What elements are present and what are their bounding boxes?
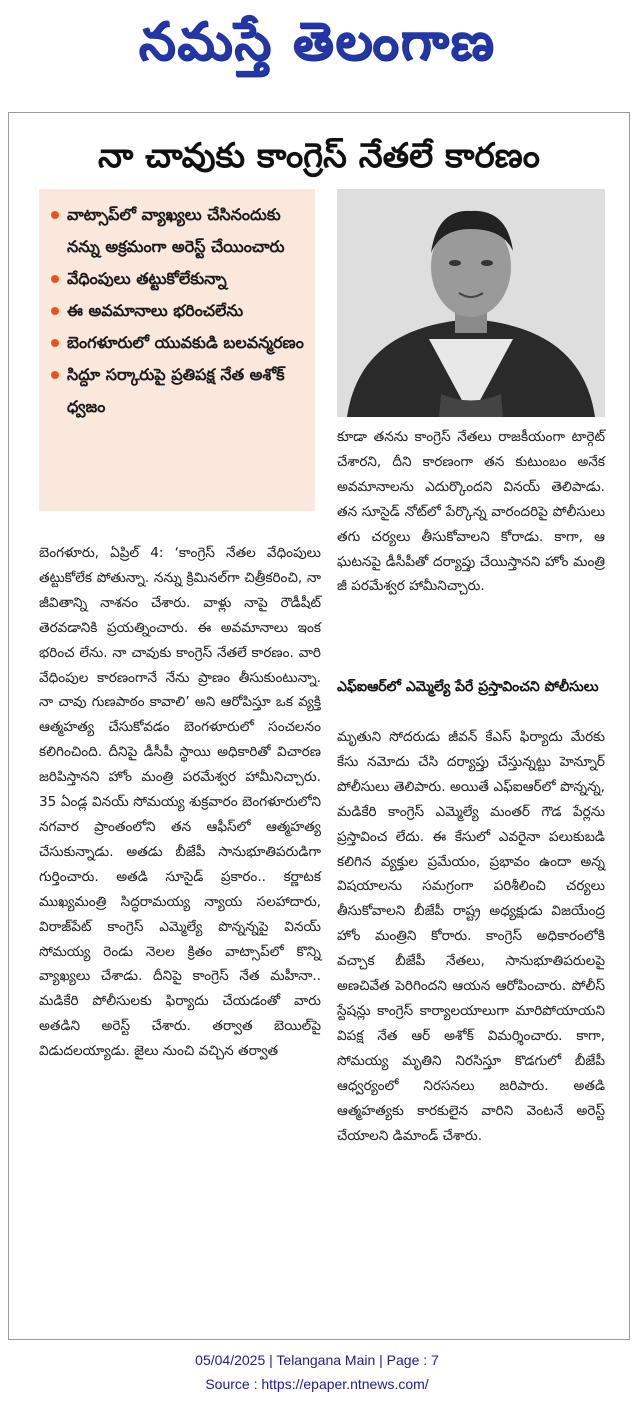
article-headline: నా చావుకు కాంగ్రెస్ నేతలే కారణం bbox=[98, 136, 540, 176]
person-photo bbox=[337, 189, 605, 417]
highlight-text: ఈ అవమానాలు భరించలేను bbox=[67, 301, 244, 320]
highlights-box bbox=[39, 189, 315, 511]
article-subheading: ఎఫ్ఐఆర్‌లో ఎమ్మెల్యే పేరే ప్రస్తావించని పోలీసులు bbox=[337, 679, 599, 695]
masthead bbox=[0, 0, 634, 100]
highlight-item bbox=[39, 327, 315, 359]
highlight-text: బెంగళూరులో యువకుడి బలవన్మరణం bbox=[67, 333, 304, 352]
bullet-icon bbox=[51, 339, 59, 347]
source-link[interactable]: Source : https://epaper.ntnews.com/ bbox=[205, 1376, 429, 1392]
page-footer bbox=[0, 1348, 634, 1396]
highlight-item bbox=[39, 295, 315, 327]
body-paragraph: కూడా తనను కాంగ్రెస్ నేతలు రాజకీయంగా టార్గెట్ చేశారని, దీని కారణంగా తన కుటుంబం అనేక అవమానాలను ఎదుర్కొందని వినయ్ తెలిపాడు. తన సూసైడ్ నోట్‌లో పేర్కొన్న వారందరిపై పోలీసులు తగు చర్యలు తీసుకోవాలని కోరాడు. కాగా, ఆ ఘటనపై డీసీపీతో దర్యాప్తు చేయిస్తానని హోం మంత్రి జీ పరమేశ్వర హామీనిచ్చారు. bbox=[337, 429, 605, 595]
highlight-text: సిద్దూ సర్కారుపై ప్రతిపక్ష నేత అశోక్ ధ్వజం bbox=[67, 365, 285, 416]
highlight-text: వేధింపులు తట్టుకోలేకున్నా bbox=[67, 269, 227, 288]
newspaper-title: నమస్తే తెలంగాణ bbox=[138, 11, 496, 72]
body-paragraph: మృతుని సోదరుడు జీవన్ కేఎస్ ఫిర్యాదు మేరకు కేసు నమోదు చేసి దర్యాప్తు చేస్తున్నట్టు హెన్నూర్ పోలీసులు తెలిపారు. అయితే ఎఫ్ఐఆర్‌లో పొన్నన్న, మడికేరి కాంగ్రెస్ ఎమ్మెల్యే మంతర్ గౌడ పేర్లను ప్రస్తావించ లేదు. ఈ కేసులో ఎవరైనా పలుకుబడి కలిగిన వ్యక్తుల ప్రమేయం, ప్రభావం ఉందా అన్న విషయాలను సమగ్రంగా పరిశీలించి చర్యలు తీసుకోవాలని బీజేపీ రాష్ట్ర అధ్యక్షుడు విజయేంద్ర హోం మంత్రిని కోరారు. కాంగ్రెస్ అధికారంలోకి వచ్చాక బీజేపీ నేతలు, సానుభూతిపరులపై అణచివేత పెరిగిందని ఆయన ఆరోపించారు. పోలీస్ స్టేషన్లు కాంగ్రెస్ కార్యాలయాలుగా మారిపోయాయని విపక్ష నేత ఆర్ అశోక్ విమర్శించారు. కాగా, సోమయ్య మృతిని నిరసిస్తూ కొడగులో బీజేపీ ఆధ్వర్యంలో నిరసనలు జరిపారు. అతడి ఆత్మహత్యకు కారకులైన వారిని వెంటనే అరెస్ట్ చేయాలని డిమాండ్ చేశారు. bbox=[337, 729, 605, 1144]
bullet-icon bbox=[51, 307, 59, 315]
article-body-left bbox=[39, 541, 321, 1064]
highlight-item bbox=[39, 199, 315, 263]
bullet-icon bbox=[51, 211, 59, 219]
article-body-right-bottom bbox=[337, 725, 605, 1148]
news-article bbox=[8, 112, 630, 1340]
edition-info: 05/04/2025 | Telangana Main | Page : 7 bbox=[195, 1352, 439, 1368]
highlight-text: వాట్సాప్‌లో వ్యాఖ్యలు చేసినందుకు నన్ను అక్రమంగా అరెస్ట్ చేయించారు bbox=[67, 205, 285, 256]
highlight-item bbox=[39, 263, 315, 295]
article-body-right-top bbox=[337, 425, 605, 599]
bullet-icon bbox=[51, 371, 59, 379]
bullet-icon bbox=[51, 275, 59, 283]
body-paragraph: బెంగళూరు, ఏప్రిల్ 4: ‘కాంగ్రెస్ నేతల వేధింపులు తట్టుకోలేక పోతున్నా. నన్ను క్రిమినల్‌గా చిత్రీకరించి, నా జీవితాన్ని నాశనం చేశారు. వాళ్లు నాపై రౌడీషీట్ తెరవడానికి ప్రయత్నించారు. ఈ అవమానాలు ఇంక భరించ లేను. నా చావుకు కాంగ్రెస్ నేతలే కారణం. వారి వేధింపుల కారణంగానే నేను ప్రాణం తీసుకుంటున్నా. నా చావు గుణపాఠం కావాలి’ అని ఆరోపిస్తూ ఒక వ్యక్తి ఆత్మహత్య చేసుకోవడం బెంగళూరులో సంచలనం కలిగించింది. దీనిపై డీసీపీ స్థాయి అధికారితో విచారణ జరిపిస్తానని హోం మంత్రి పరమేశ్వర హామీనిచ్చారు. 35 ఏండ్ల వినయ్ సోమయ్య శుక్రవారం బెంగళూరులోని నగవార ప్రాంతంలోని తన ఆఫీస్‌లో ఆత్మహత్య చేసుకున్నాడు. అతడు బీజేపీ సానుభూతిపరుడిగా గుర్తించారు. అతడి సూసైడ్ ప్రకారం.. కర్ణాటక ముఖ్యమంత్రి సిద్ధరామయ్య న్యాయ సలహాదారు, విరాజ్‌పేట్ కాంగ్రెస్ ఎమ్మెల్యే పొన్నన్నపై వినయ్ సోమయ్య రెండు నెలల క్రితం వాట్సాప్‌లో కొన్ని వ్యాఖ్యలు చేశాడు. దీనిపై కాంగ్రెస్ నేత మహీనా.. మడికేరి పోలీసులకు ఫిర్యాదు చేయడంతో వారు అతడిని అరెస్ట్ చేశారు. తర్వాత బెయిల్‌పై విడుదలయ్యాడు. జైలు నుంచి వచ్చిన తర్వాత bbox=[39, 545, 321, 1060]
highlight-item bbox=[39, 359, 315, 423]
person-portrait-image bbox=[337, 189, 605, 417]
